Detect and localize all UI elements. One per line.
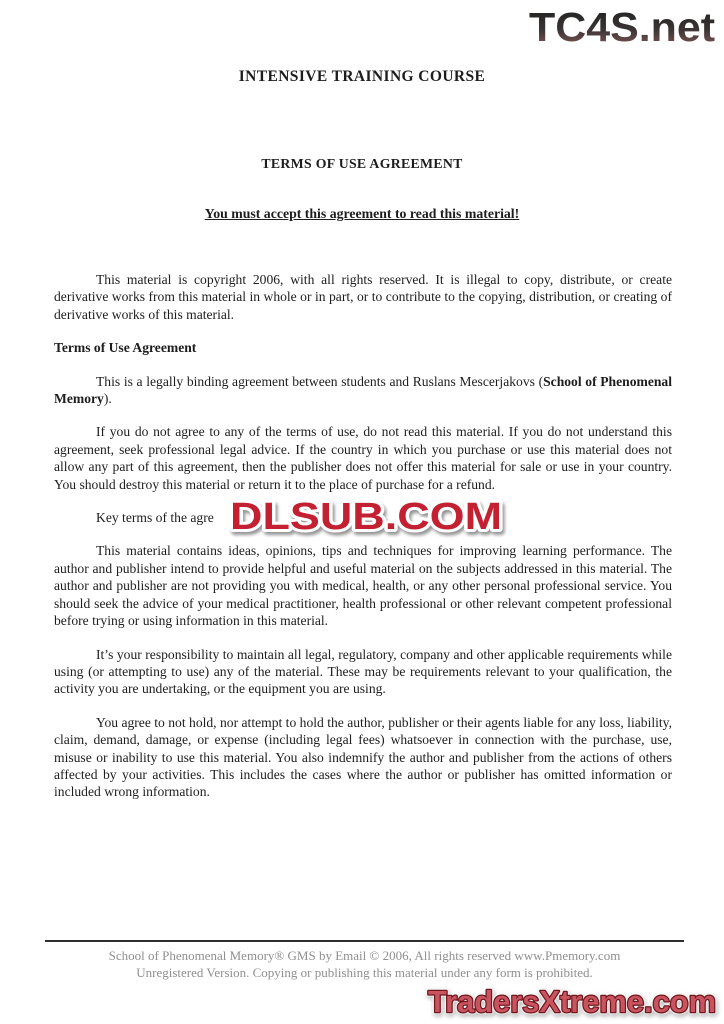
dlsub-watermark-text: DLSUB.COM — [230, 496, 502, 538]
paragraph-binding-after: ). — [103, 391, 112, 407]
tc4s-watermark-text: TC4S.net — [529, 4, 716, 50]
paragraph-disagree: If you do not agree to any of the terms of use, do not read this material. If you do not understand this agreement, seek professional legal advice. If the country in which you purchase or use this material does not allow any part of this agreement, then the publisher does not offer this material for sale or use in your country. You should destroy this material or return it to the place of purchase for a refund. — [54, 424, 672, 492]
course-title: INTENSIVE TRAINING COURSE — [238, 68, 486, 85]
agreement-body — [54, 271, 672, 817]
paragraph-contains: This material contains ideas, opinions, tips and techniques for improving learning performance. The author and publisher intend to provide helpful and useful material on the subjects addressed in this material. The author and publisher are not providing you with medical, health, or any other personal professional service. You should seek the advice of your medical practitioner, health professional or other relevant competent professional before trying or using information in this material. — [54, 543, 672, 629]
agreement-title: TERMS OF USE AGREEMENT — [261, 156, 463, 171]
footer — [45, 948, 684, 981]
footer-divider — [45, 940, 684, 942]
tradersxtreme-watermark-text: TradersXtreme.com — [428, 984, 716, 1019]
footer-line-1: School of Phenomenal Memory® GMS by Email © 2006, All rights reserved www.Pmemory.com — [108, 948, 621, 963]
paragraph-liability: You agree to not hold, nor attempt to hold the author, publisher or their agents liable for any loss, liability, claim, demand, damage, or expense (including legal fees) whatsoever in connection with the purchase, use, misuse or inability to use this material. You also indemnify the author and publisher from the actions of others affected by your activities. This includes the cases where the author or publisher has omitted information or included wrong information. — [54, 714, 672, 800]
tradersxtreme-watermark-logo — [422, 981, 722, 1023]
paragraph-copyright: This material is copyright 2006, with all rights reserved. It is illegal to copy, distribute, or create derivative works from this material in whole or in part, or to contribute to the copying, distribution, or creating of derivative works of this material. — [54, 272, 672, 322]
tc4s-watermark-logo — [518, 4, 718, 50]
paragraph-key-terms: Key terms of the agre — [96, 510, 214, 526]
paragraph-binding-before: This is a legally binding agreement between students and Ruslans Mescerjakovs ( — [96, 373, 544, 389]
dlsub-watermark-logo — [224, 489, 508, 541]
paragraph-binding-bold: School of Phenomenal Memory — [54, 373, 673, 407]
accept-notice: You must accept this agreement to read this material! — [204, 206, 520, 221]
paragraph-responsibility: It’s your responsibility to maintain all legal, regulatory, company and other applicable requirements while using (or attempting to use) any of the material. These may be requirements relevant to your qualification, the activity you are undertaking, or the equipment you are using. — [54, 646, 672, 697]
paragraph-binding — [54, 373, 672, 408]
section-heading-terms: Terms of Use Agreement — [54, 340, 197, 356]
footer-line-2: Unregistered Version. Copying or publishing this material under any form is prohibited. — [136, 964, 593, 980]
